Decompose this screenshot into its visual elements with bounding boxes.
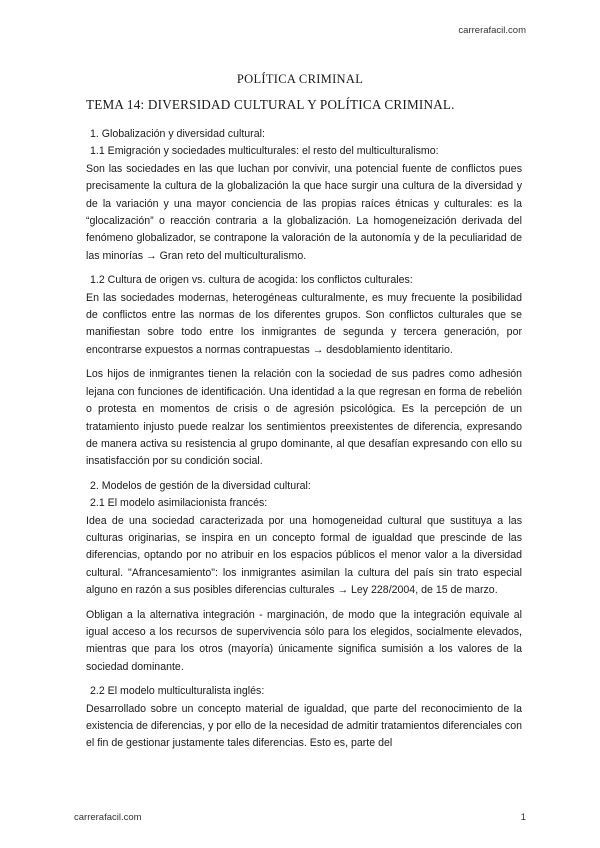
page-number: 1 [520,812,526,823]
header-site: carrerafacil.com [458,25,526,36]
section-1-heading: 1. Globalización y diversidad cultural: [90,128,265,140]
document-title: POLÍTICA CRIMINAL [236,72,364,86]
topic-heading: TEMA 14: DIVERSIDAD CULTURAL Y POLÍTICA CRIMINAL. [86,97,455,112]
section-1-2-paragraph-2: Los hijos de inmigrantes tienen la relación con la sociedad de sus padres como adhesión lejana con funciones de identificación. Una identidad a la que regresan en forma de rebelión o protesta en momentos de crisis o de agresión psicológica. Es la percepción de un tratamiento injusto puede realzar los sentimientos preexistentes de diferencia, expresando de manera activa su resistencia al grupo dominante, al que desafían expresando con ello su insatisfacción por su condición social. [86,368,522,468]
footer-site: carrerafacil.com [74,812,142,823]
section-2-1-paragraph-2: Obligan a la alternativa integración - marginación, de modo que la integración equivale al igual acceso a los recursos de supervivencia sólo para los elegidos, socialmente elevados, mientras que para los otros (mayoría) únicamente significa sumisión a los valores de la sociedad dominante. [86,608,522,673]
section-1-1-heading: 1.1 Emigración y sociedades multiculturales: el resto del multiculturalismo: [90,145,439,158]
section-1-2-heading: 1.2 Cultura de origen vs. cultura de acogida: los conflictos culturales: [90,274,413,287]
section-2-1-heading: 2.1 El modelo asimilacionista francés: [90,497,268,510]
section-2-heading: 2. Modelos de gestión de la diversidad cultural: [90,479,311,492]
section-2-2-heading: 2.2 El modelo multiculturalista inglés: [90,685,265,698]
section-1-2-paragraph: En las sociedades modernas, heterogéneas culturalmente, es muy frecuente la posibilidad de conflictos entre las normas de los diferentes grupos. Son conflictos culturales que se manifiestan sobre todo entre los inmigrantes de segunda y tercera generación, por encontrarse expuestos a normas contrapuestas → desdoblamiento identitario. [86,291,522,356]
section-2-2-paragraph: Desarrollado sobre un concepto material de igualdad, que parte del reconocimiento de la existencia de diferencias, y por ello de la necesidad de admitir tratamientos diferenciales con el fin de gestionar justamente tales diferencias. Esto es, parte del [86,702,522,750]
section-1-1-paragraph: Son las sociedades en las que luchan por convivir, una potencial fuente de conflictos pues precisamente la cultura de la globalización la que hace surgir una cultura de la diversidad y de la variación y una mayor conciencia de las propias raíces étnicas y culturales: es la “glocalización” o reacción contraria a la globalización. La homogeneización derivada del fenómeno globalizador, se contrapone la valoración de la autonomía y de la peculiaridad de las minorías → Gran reto del multiculturalismo. [86,162,522,262]
document-body [86,126,522,753]
section-2-1-paragraph: Idea de una sociedad caracterizada por una homogeneidad cultural que sustituya a las culturas originarias, se inspira en un concepto formal de igualdad que prescinde de las diferencias, optando por no atribuir en los espacios públicos el menor valor a la diversidad cultural. "Afrancesamiento": los inmigrantes asimilan la cultura del país sin trato especial alguno en razón a sus posibles diferencias culturales → Ley 228/2004, de 15 de marzo. [86,514,522,597]
